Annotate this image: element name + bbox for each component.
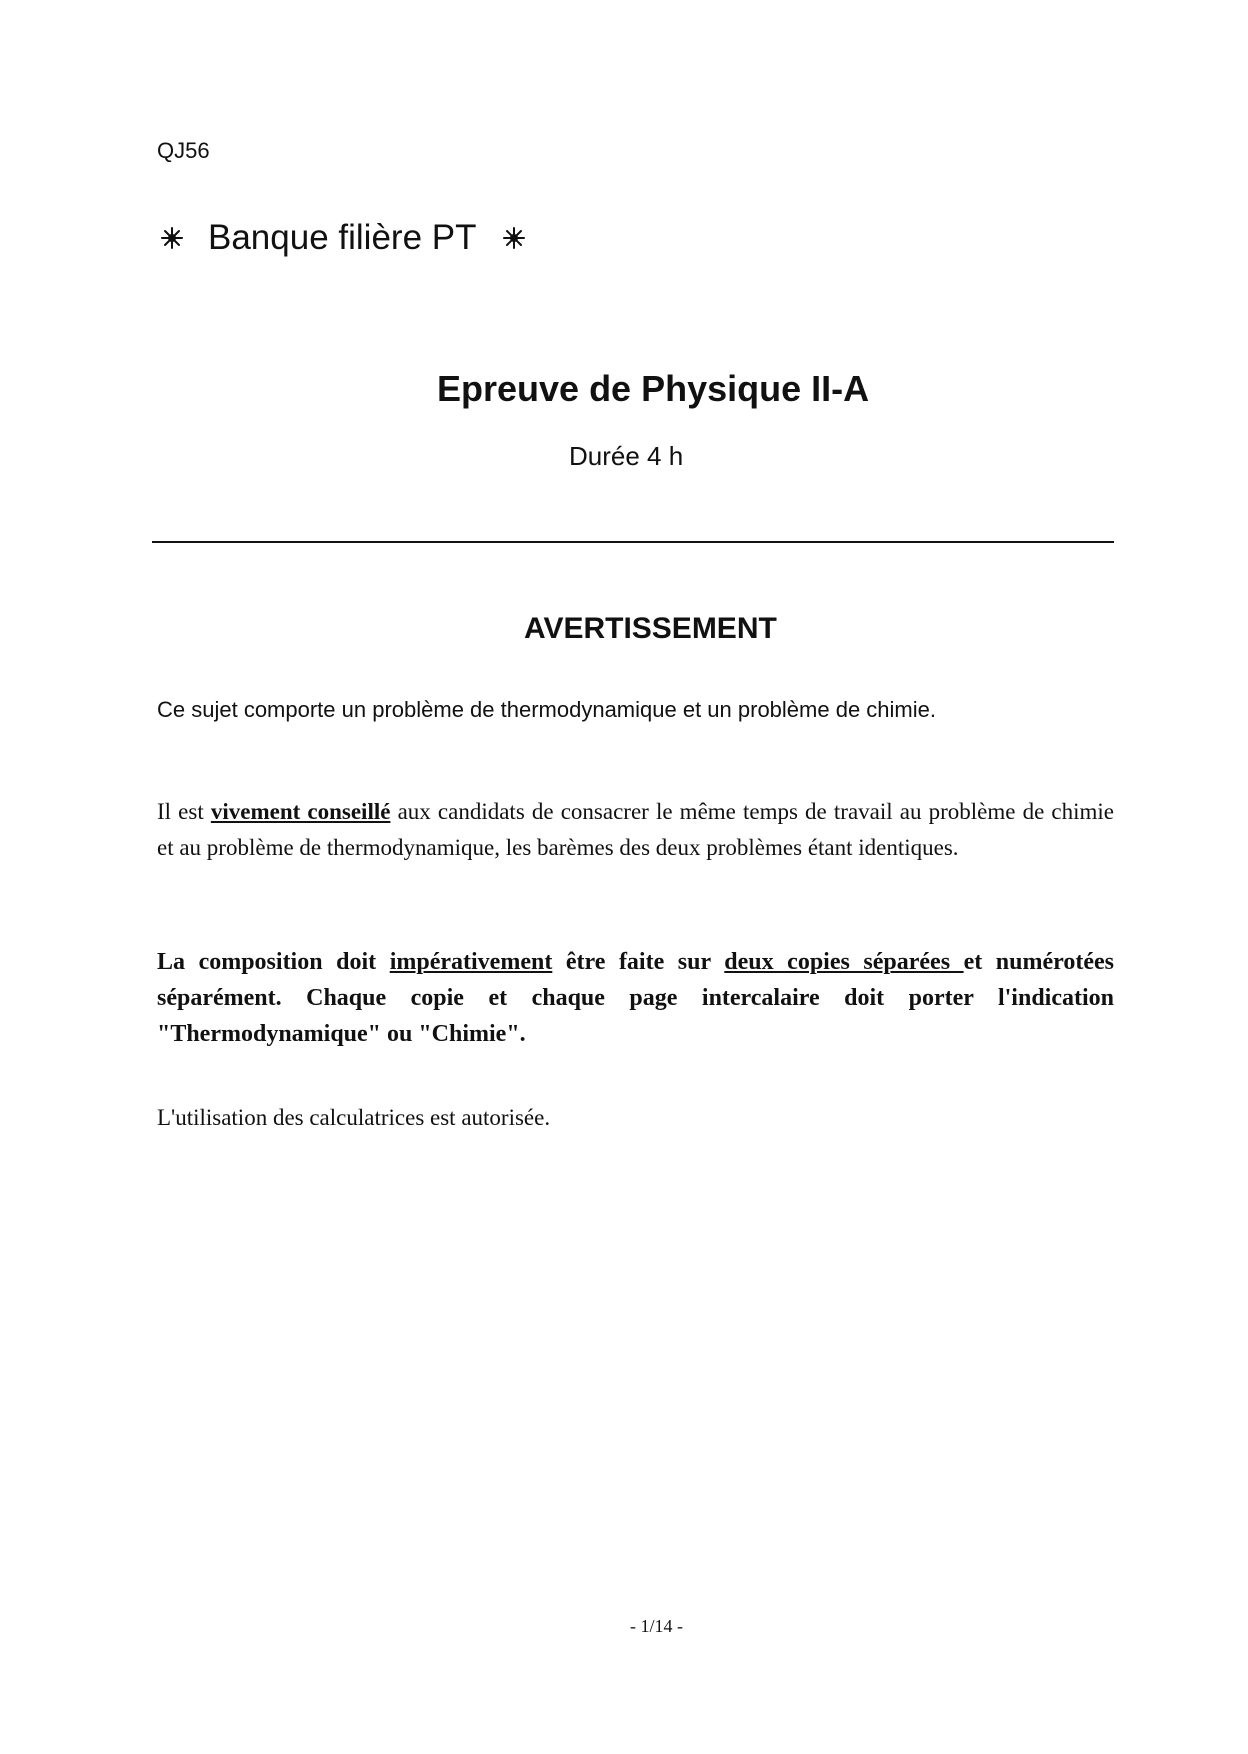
bank-title-row — [160, 218, 526, 258]
horizontal-divider — [152, 541, 1114, 543]
warning-intro: Ce sujet comporte un problème de thermodynamique et un problème de chimie. — [157, 697, 936, 722]
exam-code: QJ56 — [157, 138, 210, 163]
warning-heading: AVERTISSEMENT — [524, 612, 777, 645]
instructions-paragraph — [157, 944, 1114, 1052]
calculator-paragraph: L'utilisation des calculatrices est autorisée. — [157, 1105, 551, 1130]
instructions-emphasis-2: deux copies séparées — [724, 949, 964, 975]
instructions-text-1: La composition doit — [157, 949, 390, 975]
exam-title: Epreuve de Physique II-A — [437, 368, 870, 409]
advice-text-end: aux candidats de consacrer le même temps de travail au problème de chimie et au problème de thermodynamique, les barèmes des deux problèmes étant identiques. — [157, 799, 1114, 860]
exam-duration: Durée 4 h — [569, 441, 684, 471]
advice-emphasis: vivement conseillé — [210, 799, 391, 824]
instructions-emphasis-1: impérativement — [389, 949, 553, 975]
instructions-text-2: être faite sur — [552, 949, 725, 975]
bank-title: Banque filière PT — [208, 218, 477, 257]
advice-text-start: Il est — [157, 799, 211, 824]
snowflake-star-icon — [160, 226, 184, 250]
page-number: - 1/14 - — [630, 1616, 683, 1636]
advice-paragraph — [157, 794, 1114, 866]
instructions-text-3: et numérotées séparément. Chaque copie et chaque page intercalaire doit porter l'indication "Thermodynamique" ou "Chimie". — [157, 949, 1115, 1047]
snowflake-star-icon — [502, 226, 526, 250]
